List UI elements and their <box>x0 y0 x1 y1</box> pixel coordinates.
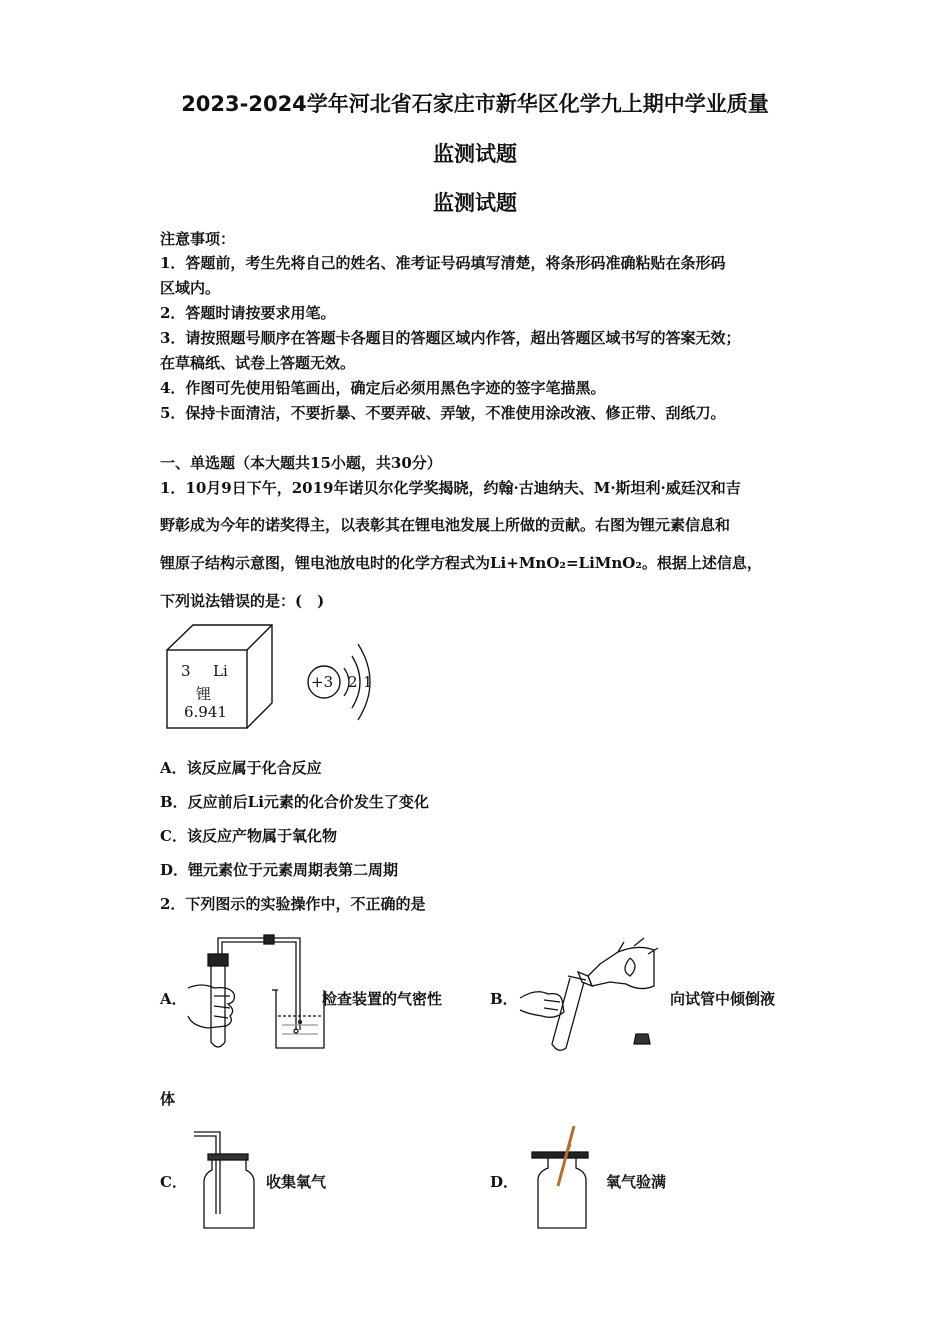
notice-line: 1．答题前，考生先将自己的姓名、准考证号码填写清楚，将条形码准确粘贴在条形码 <box>160 254 726 272</box>
notice-line: 4．作图可先使用铅笔画出，确定后必须用黑色字迹的签字笔描黑。 <box>160 379 606 397</box>
page-title: 2023-2024学年河北省石家庄市新华区化学九上期中学业质量 <box>181 92 769 116</box>
q1-option-b: B．反应前后Li元素的化合价发生了变化 <box>160 793 429 811</box>
q2-option-c-letter: C． <box>160 1173 187 1191</box>
page-subtitle: 监测试题 <box>433 191 517 215</box>
q1-stem-line: 下列说法错误的是：( ) <box>160 592 325 610</box>
q2-option-b-label-wrap: 体 <box>160 1090 176 1108</box>
notice-line: 2．答题时请按要求用笔。 <box>160 304 336 322</box>
q1-option-d: D．锂元素位于元素周期表第二周期 <box>160 861 399 879</box>
oxygen-full-check-figure <box>530 1124 600 1232</box>
q2-option-c-label: 收集氧气 <box>266 1173 327 1191</box>
element-mass: 6.941 <box>184 703 227 721</box>
q1-stem-line: 锂原子结构示意图，锂电池放电时的化学方程式为Li+MnO₂=LiMnO₂。根据上述信息， <box>160 554 762 572</box>
q2-stem: 2．下列图示的实验操作中，不正确的是 <box>160 895 426 913</box>
shell1-electrons: 2 <box>348 673 358 691</box>
q2-option-b-letter: B． <box>490 990 518 1008</box>
element-number: 3 <box>181 662 191 680</box>
element-symbol: Li <box>213 662 228 680</box>
q1-option-a: A．该反应属于化合反应 <box>160 759 322 777</box>
q2-option-d-label: 氧气验满 <box>606 1173 667 1191</box>
q2-option-d-letter: D． <box>490 1173 519 1191</box>
q1-stem-line: 野彰成为今年的诺奖得主，以表彰其在锂电池发展上所做的贡献。右图为锂元素信息和 <box>160 516 731 534</box>
q1-option-c: C．该反应产物属于氧化物 <box>160 827 337 845</box>
q1-stem-line: 1．10月9日下午，2019年诺贝尔化学奖揭晓，约翰·古迪纳夫、M·斯坦利·威廷汉和吉 <box>160 479 741 497</box>
notice-line: 5．保持卡面清洁，不要折暴、不要弄破、弄皱，不准使用涂改液、修正带、刮纸刀。 <box>160 404 726 422</box>
notice-line: 在草稿纸、试卷上答题无效。 <box>160 354 356 372</box>
q2-option-a-letter: A． <box>160 990 187 1008</box>
notice-heading: 注意事项： <box>160 230 236 248</box>
airtightness-check-figure <box>186 930 326 1054</box>
notice-line: 区域内。 <box>160 279 221 297</box>
nucleus-charge: +3 <box>311 673 334 691</box>
q2-option-a-label: 检查装置的气密性 <box>322 990 443 1008</box>
section-heading: 一、单选题（本大题共15小题，共30分） <box>160 454 442 472</box>
collect-oxygen-figure <box>192 1126 258 1230</box>
page-title-line2: 监测试题 <box>433 142 517 166</box>
q2-option-b-label: 向试管中倾倒液 <box>670 990 776 1008</box>
shell2-electrons: 1 <box>363 673 373 691</box>
pour-liquid-figure <box>518 936 668 1056</box>
element-name: 锂 <box>196 685 212 703</box>
notice-line: 3．请按照题号顺序在答题卡各题目的答题区域内作答，超出答题区域书写的答案无效； <box>160 329 741 347</box>
